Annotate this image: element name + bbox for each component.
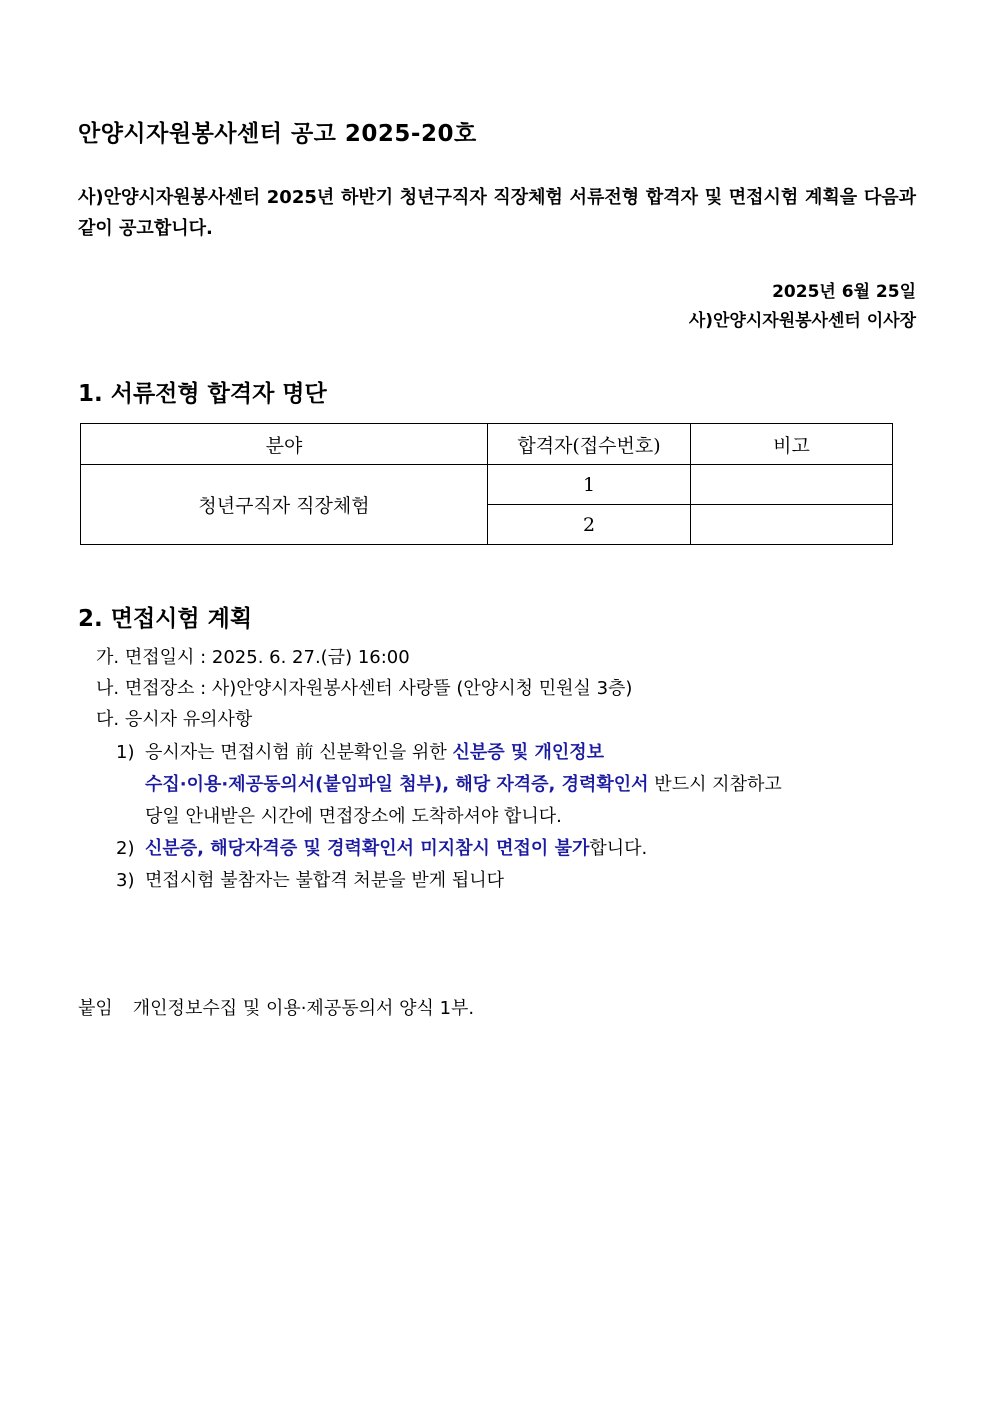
note-1-line-2 (145, 770, 782, 796)
note-1-text: 응시자는 면접시험 前 신분확인을 위한 (145, 742, 453, 763)
note-1-emphasis-2: 수집·이용·제공동의서(붙임파일 첨부), 해당 자격증, 경력확인서 (145, 774, 649, 795)
attachment-text: 개인정보수집 및 이용·제공동의서 양식 1부. (132, 998, 475, 1019)
note-3-text: 면접시험 불참자는 불합격 처분을 받게 됩니다 (145, 870, 504, 891)
notice-issuer: 사)안양시자원봉사센터 이사장 (688, 311, 916, 331)
header-field: 분야 (81, 424, 488, 465)
note-1-line-3: 당일 안내받은 시간에 면접장소에 도착하셔야 합니다. (145, 806, 562, 827)
interview-location: 나. 면접장소 : 사)안양시자원봉사센터 사랑뜰 (안양시청 민원실 3층) (96, 678, 633, 699)
results-table (80, 423, 893, 545)
note-cell (691, 465, 893, 505)
note-2-number: 2) (116, 838, 135, 859)
note-1-text-2: 반드시 지참하고 (648, 774, 782, 795)
note-2 (116, 834, 647, 860)
section1-heading: 1. 서류전형 합격자 명단 (78, 381, 327, 407)
notice-intro: 사)안양시자원봉사센터 2025년 하반기 청년구직자 직장체험 서류전형 합격자 및 면접시험 계획을 다음과 같이 공고합니다. (78, 187, 916, 239)
note-1 (116, 738, 604, 764)
note-3 (116, 866, 504, 892)
note-1-number: 1) (116, 742, 135, 763)
note-cell (691, 505, 893, 545)
note-2-text: 합니다. (589, 838, 648, 859)
note-1-emphasis: 신분증 및 개인정보 (452, 742, 605, 763)
header-number: 합격자(접수번호) (488, 424, 691, 465)
section2-heading: 2. 면접시험 계획 (78, 606, 253, 632)
table-header-row (81, 424, 893, 465)
attachment-label: 붙임 (78, 998, 113, 1019)
table-row (81, 465, 893, 505)
field-cell: 청년구직자 직장체험 (81, 465, 488, 545)
note-2-emphasis: 신분증, 해당자격증 및 경력확인서 미지참시 면접이 불가 (145, 838, 590, 859)
number-cell: 2 (488, 505, 691, 545)
interview-datetime: 가. 면접일시 : 2025. 6. 27.(금) 16:00 (96, 647, 410, 668)
number-cell: 1 (488, 465, 691, 505)
header-note: 비고 (691, 424, 893, 465)
notice-date: 2025년 6월 25일 (772, 282, 916, 302)
attachment-line (78, 994, 474, 1020)
notice-title: 안양시자원봉사센터 공고 2025-20호 (78, 121, 477, 147)
candidate-notes-heading: 다. 응시자 유의사항 (96, 709, 253, 730)
note-3-number: 3) (116, 870, 135, 891)
